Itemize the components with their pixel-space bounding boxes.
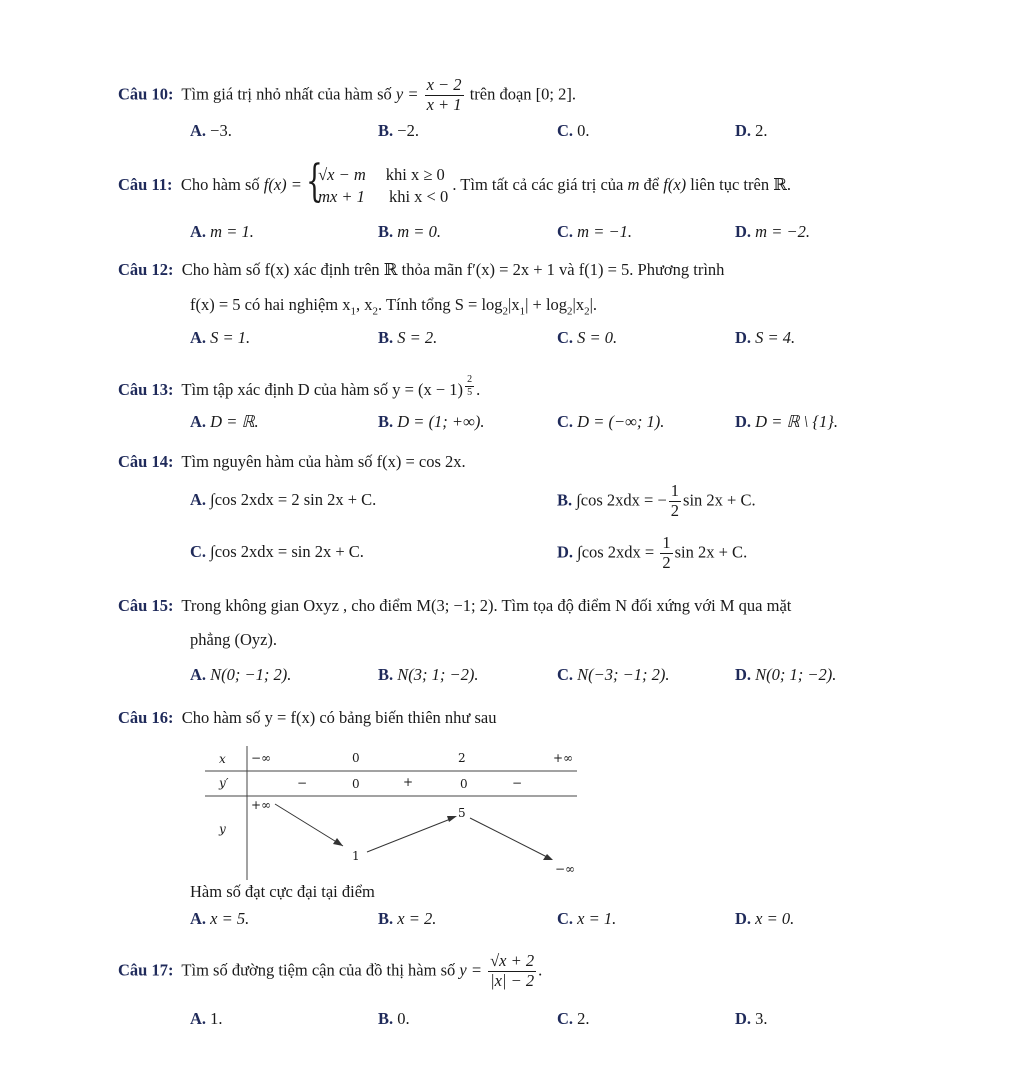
table-cell: 0 xyxy=(460,777,468,791)
decrease-arrow-1 xyxy=(275,804,343,846)
option-b[interactable]: B. −2. xyxy=(378,121,419,140)
fraction: $\frac{x - 2}{x + 1}$ xyxy=(426,75,462,114)
question-text: Tìm giá trị nhỏ nhất của hàm số xyxy=(181,84,392,104)
question-label: Câu 11: xyxy=(118,174,173,194)
variation-table xyxy=(205,746,577,880)
table-cell: 5 xyxy=(458,806,466,820)
table-cell: +∞ xyxy=(553,751,574,765)
question-15-line2: phẳng (Oyz). xyxy=(190,630,278,649)
option-c[interactable]: C. N(−3; −1; 2). xyxy=(557,665,670,684)
question-text: Tìm tập xác định D của hàm số y = (x − 1) xyxy=(181,380,464,400)
question-text: Trong không gian Oxyz , cho điểm M(3; −1; 2). Tìm tọa độ điểm N đối xứng với M qua mặt xyxy=(181,596,792,615)
question-16-prompt: Hàm số đạt cực đại tại điểm xyxy=(190,882,375,901)
option-d[interactable]: D. N(0; 1; −2). xyxy=(735,665,837,684)
question-12-line2: f(x) = 5 có hai nghiệm $x_1$, $x_2$. Tính tổng $S = \log_2|x_1| + \log_2|x_2|$. xyxy=(190,295,598,318)
table-cell: +∞ xyxy=(251,798,272,812)
option-d[interactable]: D. x = 0. xyxy=(735,909,795,928)
option-a[interactable]: A. x = 5. xyxy=(190,909,250,928)
option-b[interactable]: B. 0. xyxy=(378,1009,410,1028)
piecewise: { √x − m khi x ≥ 0 mx + 1 khi x < 0 xyxy=(306,156,449,207)
table-label-x: x xyxy=(219,752,226,766)
question-11: Câu 11: Cho hàm số f(x) = { √x − m khi x ≥ 0 mx + 1 khi x < 0 . Tìm tất cả các giá trị của m để f(x) liên tục trên ℝ. xyxy=(118,156,792,207)
option-c[interactable]: C. 2. xyxy=(557,1009,590,1028)
question-12 xyxy=(118,260,724,280)
table-cell: − xyxy=(297,776,308,790)
question-13: Câu 13: Tìm tập xác định D của hàm số y = (x − 1) $^{\frac{2}{5}}$ . xyxy=(118,374,481,400)
option-b[interactable]: B. m = 0. xyxy=(378,222,441,241)
decrease-arrow-2 xyxy=(470,818,549,858)
table-cell: + xyxy=(403,775,414,789)
question-label: Câu 13: xyxy=(118,380,174,400)
question-label: Câu 17: xyxy=(118,960,174,980)
option-d[interactable]: D. D = ℝ \ {1}. xyxy=(735,412,838,431)
option-a[interactable]: A. D = ℝ. xyxy=(190,412,259,431)
option-a[interactable]: A. N(0; −1; 2). xyxy=(190,665,292,684)
option-d[interactable]: D. m = −2. xyxy=(735,222,810,241)
question-text: Tìm số đường tiệm cận của đồ thị hàm số xyxy=(181,960,456,980)
question-text: trên đoạn xyxy=(469,84,532,104)
question-15 xyxy=(118,596,791,616)
question-label: Câu 15: xyxy=(118,596,174,615)
option-b[interactable]: B. D = (1; +∞). xyxy=(378,412,485,431)
question-16 xyxy=(118,708,496,728)
option-a[interactable]: A. S = 1. xyxy=(190,328,251,347)
question-label: Câu 10: xyxy=(118,84,174,104)
question-text: Cho hàm số f(x) xác định trên ℝ thỏa mãn f′(x) = 2x + 1 và f(1) = 5. Phương trình xyxy=(181,260,725,279)
option-c[interactable]: C. 0. xyxy=(557,121,590,140)
option-c[interactable]: C. m = −1. xyxy=(557,222,632,241)
math: y = xyxy=(395,84,419,104)
option-b[interactable]: B. ∫cos 2xdx = − $\frac{1}{2}$ sin 2x + C. xyxy=(557,481,756,520)
option-c[interactable]: C. D = (−∞; 1). xyxy=(557,412,665,431)
option-a[interactable]: A. 1. xyxy=(190,1009,223,1028)
math: [0; 2]. xyxy=(535,84,576,104)
table-label-y: y xyxy=(219,822,226,836)
question-text: . Tìm tất cả các giá trị của xyxy=(452,174,624,194)
option-d[interactable]: D. ∫cos 2xdx = $\frac{1}{2}$ sin 2x + C. xyxy=(557,533,748,572)
question-text: Cho hàm số y = f(x) có bảng biến thiên như sau xyxy=(181,708,497,727)
table-label-yprime: y′ xyxy=(219,776,229,790)
increase-arrow xyxy=(367,818,453,852)
option-c[interactable]: C. ∫cos 2xdx = sin 2x + C. xyxy=(190,542,364,561)
question-text: Cho hàm số xyxy=(180,174,260,194)
option-b[interactable]: B. x = 2. xyxy=(378,909,437,928)
fraction: $\frac{√x + 2}{|x| - 2}$ xyxy=(490,951,535,990)
table-cell: 0 xyxy=(352,751,360,765)
question-label: Câu 12: xyxy=(118,260,174,279)
table-cell: − xyxy=(512,776,523,790)
math: f(x) = xyxy=(263,174,302,194)
option-d[interactable]: D. S = 4. xyxy=(735,328,796,347)
table-cell: −∞ xyxy=(251,751,272,765)
option-c[interactable]: C. x = 1. xyxy=(557,909,617,928)
option-b[interactable]: B. S = 2. xyxy=(378,328,438,347)
question-17: Câu 17: Tìm số đường tiệm cận của đồ thị hàm số y = $\frac{√x + 2}{|x| - 2}$ . xyxy=(118,951,543,990)
question-label: Câu 14: xyxy=(118,452,174,471)
question-10 xyxy=(118,76,576,115)
question-14 xyxy=(118,452,466,472)
option-a[interactable]: A. m = 1. xyxy=(190,222,254,241)
option-a[interactable]: A. ∫cos 2xdx = 2 sin 2x + C. xyxy=(190,490,377,509)
question-text: Tìm nguyên hàm của hàm số f(x) = cos 2x. xyxy=(181,452,466,471)
table-cell: −∞ xyxy=(555,862,576,876)
table-cell: 0 xyxy=(352,777,360,791)
option-d[interactable]: D. 3. xyxy=(735,1009,768,1028)
variation-table-lines xyxy=(205,746,577,880)
option-d[interactable]: D. 2. xyxy=(735,121,768,140)
option-c[interactable]: C. S = 0. xyxy=(557,328,618,347)
option-a[interactable]: A. −3. xyxy=(190,121,232,140)
table-cell: 2 xyxy=(458,751,466,765)
question-label: Câu 16: xyxy=(118,708,174,727)
table-cell: 1 xyxy=(352,849,360,863)
option-b[interactable]: B. N(3; 1; −2). xyxy=(378,665,479,684)
